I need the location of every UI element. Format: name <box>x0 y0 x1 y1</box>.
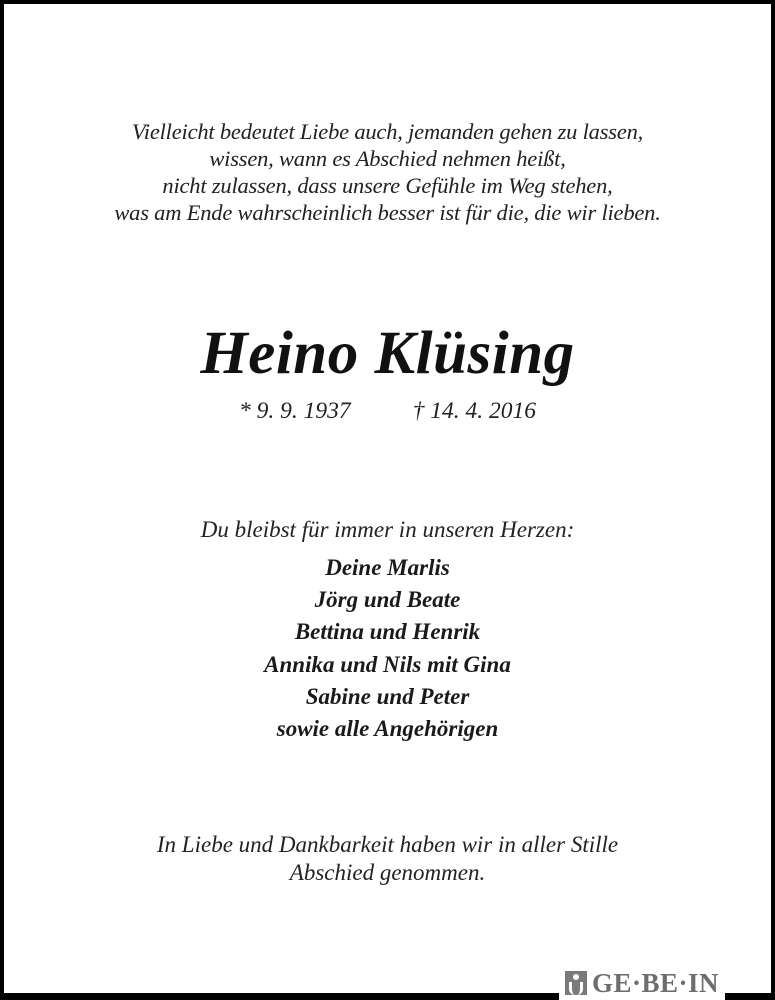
closing-text <box>4 831 771 887</box>
deceased-name: Heino Klüsing <box>200 320 575 387</box>
obituary-notice <box>4 4 771 993</box>
poem-line: nicht zulassen, dass unsere Gefühle im Weg stehen, <box>162 173 613 198</box>
mourner-name: Annika und Nils mit Gina <box>264 651 511 677</box>
mourners-intro: Du bleibst für immer in unseren Herzen: <box>200 517 575 542</box>
mourner-name: Jörg und Beate <box>314 587 461 613</box>
poem-line: wissen, wann es Abschied nehmen heißt, <box>209 146 566 171</box>
mourner-name: Deine Marlis <box>325 555 450 580</box>
life-dates <box>4 396 771 426</box>
death-date: † 14. 4. 2016 <box>412 398 536 424</box>
mourner-name: Sabine und Peter <box>305 683 470 709</box>
poem-line: Vielleicht bedeutet Liebe auch, jemanden gehen zu lassen, <box>131 119 644 144</box>
gebein-logo <box>559 966 725 1000</box>
poem <box>4 118 771 226</box>
closing-line: Abschied genommen. <box>289 860 486 885</box>
closing-line: In Liebe und Dankbarkeit haben wir in aller Stille <box>156 832 619 857</box>
gebein-logo-icon <box>565 971 587 995</box>
logo-text: GE·BE·IN <box>592 968 720 998</box>
mourners-list <box>4 552 771 745</box>
mourner-name: Bettina und Henrik <box>294 619 481 645</box>
poem-line: was am Ende wahrscheinlich besser ist für die, die wir lieben. <box>114 200 661 225</box>
birth-date: * 9. 9. 1937 <box>239 398 351 424</box>
mourner-name: sowie alle Angehörigen <box>276 716 499 742</box>
